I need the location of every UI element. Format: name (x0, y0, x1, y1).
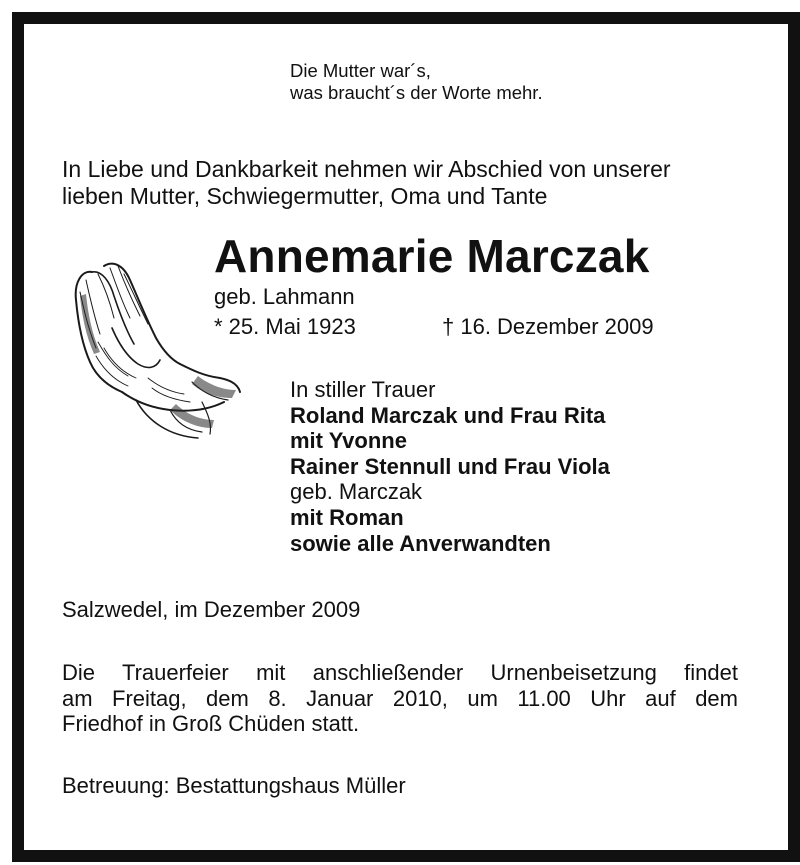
place-date: Salzwedel, im Dezember 2009 (62, 597, 361, 622)
maiden-name: geb. Lahmann (214, 284, 355, 309)
intro-line-1: In Liebe und Dankbarkeit nehmen wir Abschied von unserer (62, 156, 671, 182)
mourners-heading: In stiller Trauer (290, 377, 436, 402)
funeral-line-3: Friedhof in Groß Chüden statt. (62, 711, 360, 736)
deceased-name: Annemarie Marczak (214, 230, 650, 282)
mourners-block (290, 377, 610, 556)
funeral-line-1: Die Trauerfeier mit anschließender Urnenbeisetzung findet (62, 660, 738, 685)
mourner-line: mit Roman (290, 504, 404, 530)
death-date: † 16. Dezember 2009 (442, 314, 654, 339)
funeral-info (62, 660, 738, 737)
obituary-notice (12, 12, 800, 862)
mourner-line: sowie alle Anverwandten (290, 530, 551, 556)
motto (290, 60, 543, 104)
mourner-line: Rainer Stennull und Frau Viola (290, 453, 610, 479)
funeral-home: Betreuung: Bestattungshaus Müller (62, 773, 406, 798)
intro-line-2: lieben Mutter, Schwiegermutter, Oma und Tante (62, 183, 548, 209)
intro-text (62, 156, 671, 210)
birth-date: * 25. Mai 1923 (214, 314, 356, 339)
motto-line-1: Die Mutter war´s, (290, 60, 431, 81)
funeral-line-2: am Freitag, dem 8. Januar 2010, um 11.00 Uhr auf dem (62, 685, 738, 711)
mourner-line: mit Yvonne (290, 428, 407, 454)
mourner-line: Roland Marczak und Frau Rita (290, 402, 606, 428)
motto-line-2: was braucht´s der Worte mehr. (290, 82, 543, 103)
mourner-line: geb. Marczak (290, 479, 423, 505)
